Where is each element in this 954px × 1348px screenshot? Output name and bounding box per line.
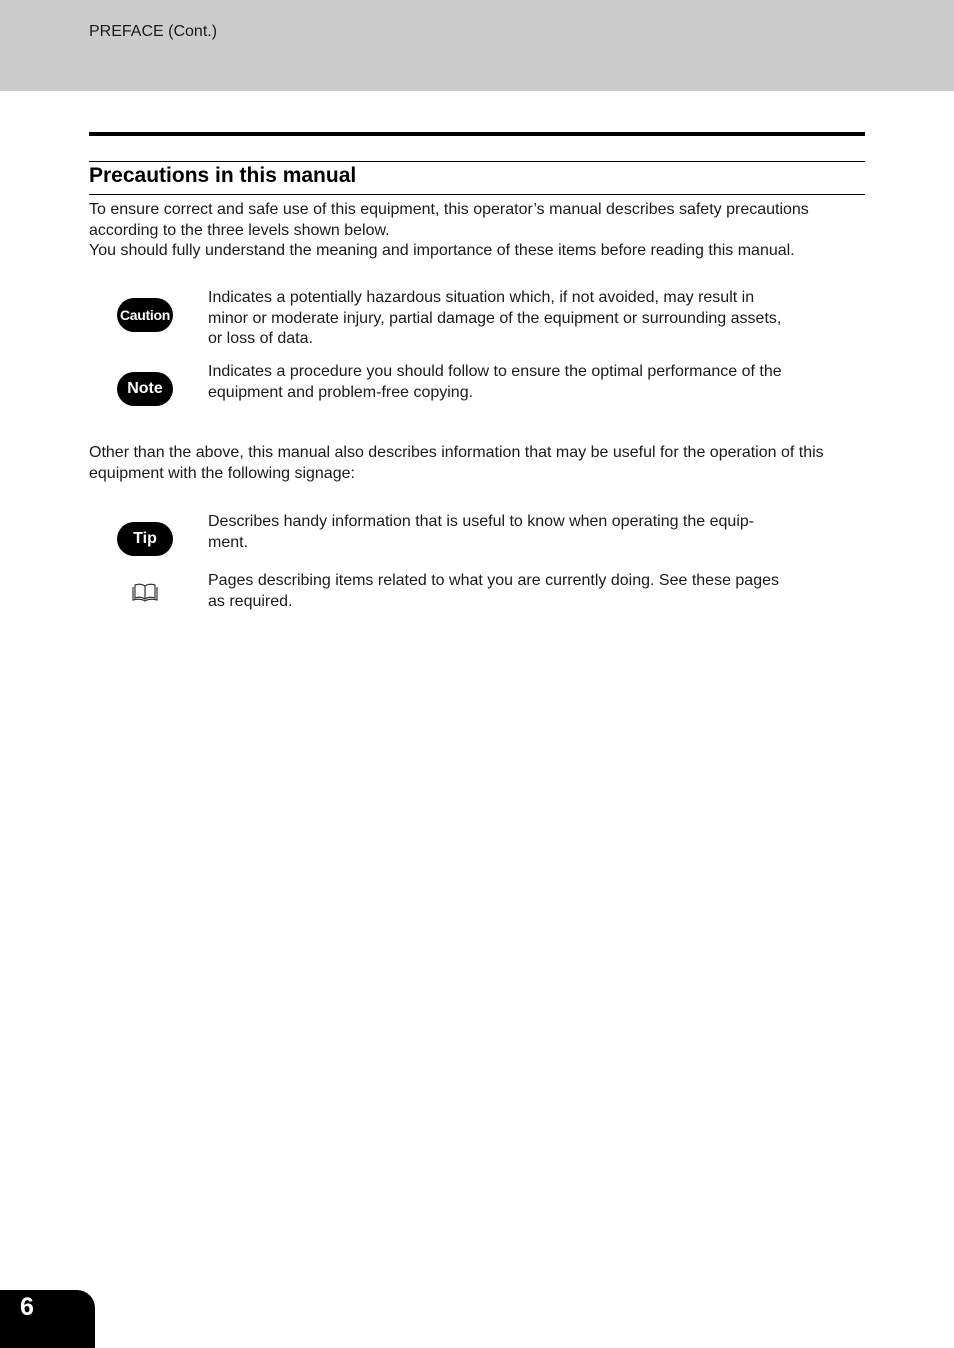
level-row-note [89, 362, 865, 406]
note-description: Indicates a procedure you should follow to ensure the optimal performance of the equipment and problem-free copying. [208, 363, 782, 401]
tip-description: Describes handy information that is useful to know when operating the equip-ment. [208, 513, 755, 551]
level-row-caution [89, 288, 865, 352]
reference-description: Pages describing items related to what you are currently doing. See these pages as required. [208, 572, 779, 610]
intro-line-1: To ensure correct and safe use of this equipment, this operator’s manual describes safety precautions according to the three levels shown below. [89, 201, 809, 239]
page-number-tab [0, 1290, 95, 1348]
page-number: 6 [20, 1293, 34, 1321]
signage-row-reference [89, 571, 865, 615]
other-intro-paragraph: Other than the above, this manual also describes information that may be useful for the operation of this equipment with the following signage: [89, 444, 824, 482]
signage-row-tip [89, 512, 865, 556]
divider-title-top [89, 161, 865, 162]
intro-line-2: You should fully understand the meaning and importance of these items before reading this manual. [89, 242, 795, 259]
book-icon [132, 582, 158, 602]
tip-icon: Tip [117, 522, 173, 556]
caution-icon: Caution [117, 298, 173, 332]
caution-description: Indicates a potentially hazardous situation which, if not avoided, may result in minor or moderate injury, partial damage of the equipment or surrounding assets, or loss of data. [208, 289, 782, 347]
divider-title-bottom [89, 194, 865, 195]
section-title: Precautions in this manual [89, 164, 357, 187]
header-band [0, 0, 954, 91]
divider-thick [89, 132, 865, 136]
note-icon: Note [117, 372, 173, 406]
header-section-title: PREFACE (Cont.) [89, 23, 218, 40]
intro-paragraph [89, 200, 865, 262]
